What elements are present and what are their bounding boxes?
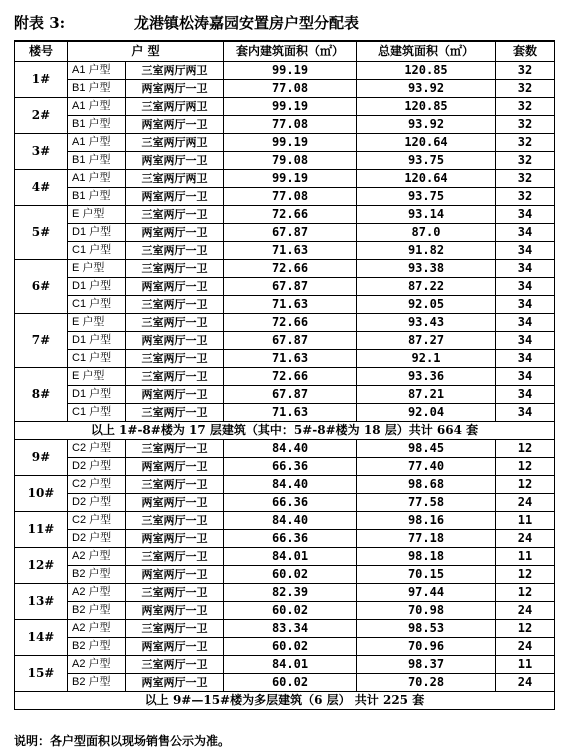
- unit-layout: 两室两厅一卫: [126, 674, 224, 692]
- unit-count: 34: [496, 368, 555, 386]
- inner-area: 60.02: [224, 674, 357, 692]
- total-area: 87.22: [357, 278, 496, 296]
- total-area: 93.36: [357, 368, 496, 386]
- total-area: 98.16: [357, 512, 496, 530]
- unit-layout: 三室两厅两卫: [126, 170, 224, 188]
- inner-area: 99.19: [224, 62, 357, 80]
- unit-count: 12: [496, 458, 555, 476]
- unit-layout: 三室两厅一卫: [126, 350, 224, 368]
- unit-type: B2 户型: [68, 638, 126, 656]
- unit-layout: 两室两厅一卫: [126, 224, 224, 242]
- total-area: 93.38: [357, 260, 496, 278]
- table-row: [15, 62, 555, 80]
- building-number: 3#: [15, 134, 68, 170]
- table-row: [15, 476, 555, 494]
- unit-layout: 三室两厅一卫: [126, 404, 224, 422]
- unit-count: 32: [496, 80, 555, 98]
- unit-type: B2 户型: [68, 674, 126, 692]
- inner-area: 84.40: [224, 476, 357, 494]
- footnote: 说明：各户型面积以现场销售公示为准。: [14, 734, 231, 748]
- unit-count: 24: [496, 638, 555, 656]
- unit-count: 32: [496, 170, 555, 188]
- unit-count: 12: [496, 620, 555, 638]
- unit-count: 12: [496, 566, 555, 584]
- unit-type: B1 户型: [68, 80, 126, 98]
- total-area: 98.37: [357, 656, 496, 674]
- inner-area: 71.63: [224, 350, 357, 368]
- unit-layout: 三室两厅一卫: [126, 242, 224, 260]
- unit-count: 34: [496, 278, 555, 296]
- header-sets: 套数: [496, 41, 555, 62]
- unit-type: B2 户型: [68, 566, 126, 584]
- header-row: [15, 41, 555, 62]
- table-row: [15, 440, 555, 458]
- unit-layout: 两室两厅一卫: [126, 458, 224, 476]
- inner-area: 72.66: [224, 368, 357, 386]
- unit-layout: 三室两厅两卫: [126, 134, 224, 152]
- building-number: 4#: [15, 170, 68, 206]
- unit-layout: 两室两厅一卫: [126, 188, 224, 206]
- unit-count: 11: [496, 512, 555, 530]
- table-row: [15, 296, 555, 314]
- unit-type: E 户型: [68, 260, 126, 278]
- building-number: 6#: [15, 260, 68, 314]
- total-area: 93.92: [357, 80, 496, 98]
- unit-count: 34: [496, 206, 555, 224]
- table-row: [15, 404, 555, 422]
- table-row: [15, 98, 555, 116]
- unit-count: 34: [496, 296, 555, 314]
- unit-type: B1 户型: [68, 152, 126, 170]
- unit-count: 32: [496, 62, 555, 80]
- unit-count: 24: [496, 530, 555, 548]
- unit-type: A2 户型: [68, 656, 126, 674]
- total-area: 70.96: [357, 638, 496, 656]
- total-area: 77.40: [357, 458, 496, 476]
- unit-type: A1 户型: [68, 98, 126, 116]
- inner-area: 71.63: [224, 296, 357, 314]
- table-row: [15, 134, 555, 152]
- unit-count: 11: [496, 548, 555, 566]
- total-area: 77.58: [357, 494, 496, 512]
- unit-count: 32: [496, 116, 555, 134]
- appendix-label: 附表 3:: [14, 14, 66, 32]
- summary-highrise: 以上 1#-8#楼为 17 层建筑（其中：5#-8#楼为 18 层）共计 664 套: [15, 422, 555, 440]
- unit-layout: 三室两厅一卫: [126, 260, 224, 278]
- unit-layout: 三室两厅一卫: [126, 296, 224, 314]
- total-area: 77.18: [357, 530, 496, 548]
- total-area: 92.05: [357, 296, 496, 314]
- unit-layout: 两室两厅一卫: [126, 80, 224, 98]
- inner-area: 71.63: [224, 242, 357, 260]
- summary-row: [15, 692, 555, 710]
- unit-type: D1 户型: [68, 332, 126, 350]
- total-area: 87.0: [357, 224, 496, 242]
- unit-type: B1 户型: [68, 188, 126, 206]
- unit-count: 34: [496, 332, 555, 350]
- unit-type: D1 户型: [68, 386, 126, 404]
- unit-count: 32: [496, 98, 555, 116]
- table-row: [15, 260, 555, 278]
- table-row: [15, 350, 555, 368]
- inner-area: 84.40: [224, 512, 357, 530]
- building-number: 14#: [15, 620, 68, 656]
- total-area: 97.44: [357, 584, 496, 602]
- unit-layout: 两室两厅一卫: [126, 278, 224, 296]
- inner-area: 67.87: [224, 386, 357, 404]
- inner-area: 82.39: [224, 584, 357, 602]
- table-row: [15, 116, 555, 134]
- inner-area: 67.87: [224, 332, 357, 350]
- table-row: [15, 566, 555, 584]
- unit-layout: 三室两厅一卫: [126, 620, 224, 638]
- unit-type: A2 户型: [68, 584, 126, 602]
- unit-count: 24: [496, 494, 555, 512]
- allocation-table: [14, 40, 555, 710]
- unit-layout: 两室两厅一卫: [126, 332, 224, 350]
- unit-type: C2 户型: [68, 476, 126, 494]
- inner-area: 99.19: [224, 134, 357, 152]
- unit-layout: 两室两厅一卫: [126, 116, 224, 134]
- building-number: 5#: [15, 206, 68, 260]
- unit-count: 32: [496, 152, 555, 170]
- table-row: [15, 170, 555, 188]
- total-area: 98.53: [357, 620, 496, 638]
- total-area: 120.85: [357, 98, 496, 116]
- total-area: 70.15: [357, 566, 496, 584]
- table-row: [15, 458, 555, 476]
- summary-multistory: 以上 9#—15#楼为多层建筑（6 层） 共计 225 套: [15, 692, 555, 710]
- building-number: 7#: [15, 314, 68, 368]
- unit-layout: 两室两厅一卫: [126, 152, 224, 170]
- table-row: [15, 386, 555, 404]
- inner-area: 84.01: [224, 656, 357, 674]
- table-row: [15, 602, 555, 620]
- inner-area: 67.87: [224, 224, 357, 242]
- inner-area: 60.02: [224, 566, 357, 584]
- inner-area: 84.40: [224, 440, 357, 458]
- unit-count: 34: [496, 224, 555, 242]
- header-inner-area: 套内建筑面积（㎡）: [224, 41, 357, 62]
- inner-area: 84.01: [224, 548, 357, 566]
- unit-layout: 三室两厅一卫: [126, 512, 224, 530]
- table-row: [15, 152, 555, 170]
- total-area: 93.14: [357, 206, 496, 224]
- total-area: 93.43: [357, 314, 496, 332]
- total-area: 120.85: [357, 62, 496, 80]
- total-area: 70.28: [357, 674, 496, 692]
- table-row: [15, 638, 555, 656]
- unit-count: 11: [496, 656, 555, 674]
- unit-count: 24: [496, 602, 555, 620]
- table-row: [15, 206, 555, 224]
- table-row: [15, 584, 555, 602]
- unit-layout: 三室两厅一卫: [126, 368, 224, 386]
- unit-type: B1 户型: [68, 116, 126, 134]
- total-area: 92.04: [357, 404, 496, 422]
- unit-layout: 三室两厅一卫: [126, 656, 224, 674]
- table-row: [15, 242, 555, 260]
- inner-area: 99.19: [224, 170, 357, 188]
- unit-count: 34: [496, 350, 555, 368]
- inner-area: 60.02: [224, 602, 357, 620]
- table-row: [15, 224, 555, 242]
- inner-area: 60.02: [224, 638, 357, 656]
- unit-type: A1 户型: [68, 62, 126, 80]
- inner-area: 77.08: [224, 116, 357, 134]
- header-type: 户 型: [68, 41, 224, 62]
- unit-type: C2 户型: [68, 512, 126, 530]
- table-row: [15, 314, 555, 332]
- unit-count: 12: [496, 440, 555, 458]
- table-row: [15, 494, 555, 512]
- building-number: 15#: [15, 656, 68, 692]
- total-area: 93.75: [357, 188, 496, 206]
- unit-type: C2 户型: [68, 440, 126, 458]
- unit-count: 24: [496, 674, 555, 692]
- unit-layout: 三室两厅一卫: [126, 440, 224, 458]
- building-number: 1#: [15, 62, 68, 98]
- inner-area: 72.66: [224, 314, 357, 332]
- document-title: [14, 6, 554, 36]
- total-area: 91.82: [357, 242, 496, 260]
- building-number: 8#: [15, 368, 68, 422]
- unit-layout: 三室两厅一卫: [126, 314, 224, 332]
- unit-layout: 两室两厅一卫: [126, 638, 224, 656]
- summary-row: [15, 422, 555, 440]
- total-area: 93.92: [357, 116, 496, 134]
- inner-area: 83.34: [224, 620, 357, 638]
- total-area: 70.98: [357, 602, 496, 620]
- total-area: 120.64: [357, 134, 496, 152]
- unit-layout: 两室两厅一卫: [126, 602, 224, 620]
- building-number: 2#: [15, 98, 68, 134]
- inner-area: 79.08: [224, 152, 357, 170]
- total-area: 98.18: [357, 548, 496, 566]
- unit-layout: 两室两厅一卫: [126, 530, 224, 548]
- total-area: 120.64: [357, 170, 496, 188]
- unit-type: E 户型: [68, 206, 126, 224]
- unit-layout: 三室两厅一卫: [126, 476, 224, 494]
- unit-layout: 三室两厅一卫: [126, 584, 224, 602]
- unit-type: E 户型: [68, 314, 126, 332]
- unit-layout: 三室两厅一卫: [126, 206, 224, 224]
- unit-type: C1 户型: [68, 404, 126, 422]
- inner-area: 72.66: [224, 260, 357, 278]
- inner-area: 66.36: [224, 458, 357, 476]
- table-row: [15, 80, 555, 98]
- header-building: 楼号: [15, 41, 68, 62]
- building-number: 12#: [15, 548, 68, 584]
- unit-type: D2 户型: [68, 530, 126, 548]
- inner-area: 77.08: [224, 188, 357, 206]
- table-title: 龙港镇松涛嘉园安置房户型分配表: [134, 14, 360, 32]
- unit-type: D2 户型: [68, 458, 126, 476]
- table-row: [15, 368, 555, 386]
- unit-count: 12: [496, 476, 555, 494]
- total-area: 87.27: [357, 332, 496, 350]
- unit-layout: 两室两厅一卫: [126, 386, 224, 404]
- unit-layout: 三室两厅两卫: [126, 98, 224, 116]
- inner-area: 66.36: [224, 530, 357, 548]
- unit-type: A1 户型: [68, 170, 126, 188]
- total-area: 93.75: [357, 152, 496, 170]
- unit-type: A2 户型: [68, 620, 126, 638]
- total-area: 87.21: [357, 386, 496, 404]
- unit-count: 32: [496, 188, 555, 206]
- total-area: 92.1: [357, 350, 496, 368]
- total-area: 98.45: [357, 440, 496, 458]
- inner-area: 99.19: [224, 98, 357, 116]
- unit-type: A1 户型: [68, 134, 126, 152]
- table-row: [15, 332, 555, 350]
- inner-area: 67.87: [224, 278, 357, 296]
- unit-type: D1 户型: [68, 278, 126, 296]
- unit-layout: 三室两厅两卫: [126, 62, 224, 80]
- unit-type: C1 户型: [68, 242, 126, 260]
- unit-type: D2 户型: [68, 494, 126, 512]
- inner-area: 66.36: [224, 494, 357, 512]
- building-number: 10#: [15, 476, 68, 512]
- unit-count: 34: [496, 314, 555, 332]
- unit-type: A2 户型: [68, 548, 126, 566]
- inner-area: 77.08: [224, 80, 357, 98]
- building-number: 13#: [15, 584, 68, 620]
- unit-layout: 两室两厅一卫: [126, 566, 224, 584]
- unit-type: D1 户型: [68, 224, 126, 242]
- total-area: 98.68: [357, 476, 496, 494]
- unit-layout: 两室两厅一卫: [126, 494, 224, 512]
- unit-count: 34: [496, 242, 555, 260]
- unit-type: C1 户型: [68, 350, 126, 368]
- table-row: [15, 620, 555, 638]
- unit-layout: 三室两厅一卫: [126, 548, 224, 566]
- inner-area: 72.66: [224, 206, 357, 224]
- unit-count: 12: [496, 584, 555, 602]
- table-row: [15, 278, 555, 296]
- building-number: 9#: [15, 440, 68, 476]
- unit-count: 32: [496, 134, 555, 152]
- inner-area: 71.63: [224, 404, 357, 422]
- building-number: 11#: [15, 512, 68, 548]
- unit-count: 34: [496, 386, 555, 404]
- table-row: [15, 188, 555, 206]
- table-row: [15, 656, 555, 674]
- unit-type: C1 户型: [68, 296, 126, 314]
- header-total-area: 总建筑面积（㎡）: [357, 41, 496, 62]
- unit-type: E 户型: [68, 368, 126, 386]
- table-row: [15, 548, 555, 566]
- unit-type: B2 户型: [68, 602, 126, 620]
- table-row: [15, 512, 555, 530]
- table-row: [15, 674, 555, 692]
- table-row: [15, 530, 555, 548]
- unit-count: 34: [496, 404, 555, 422]
- unit-count: 34: [496, 260, 555, 278]
